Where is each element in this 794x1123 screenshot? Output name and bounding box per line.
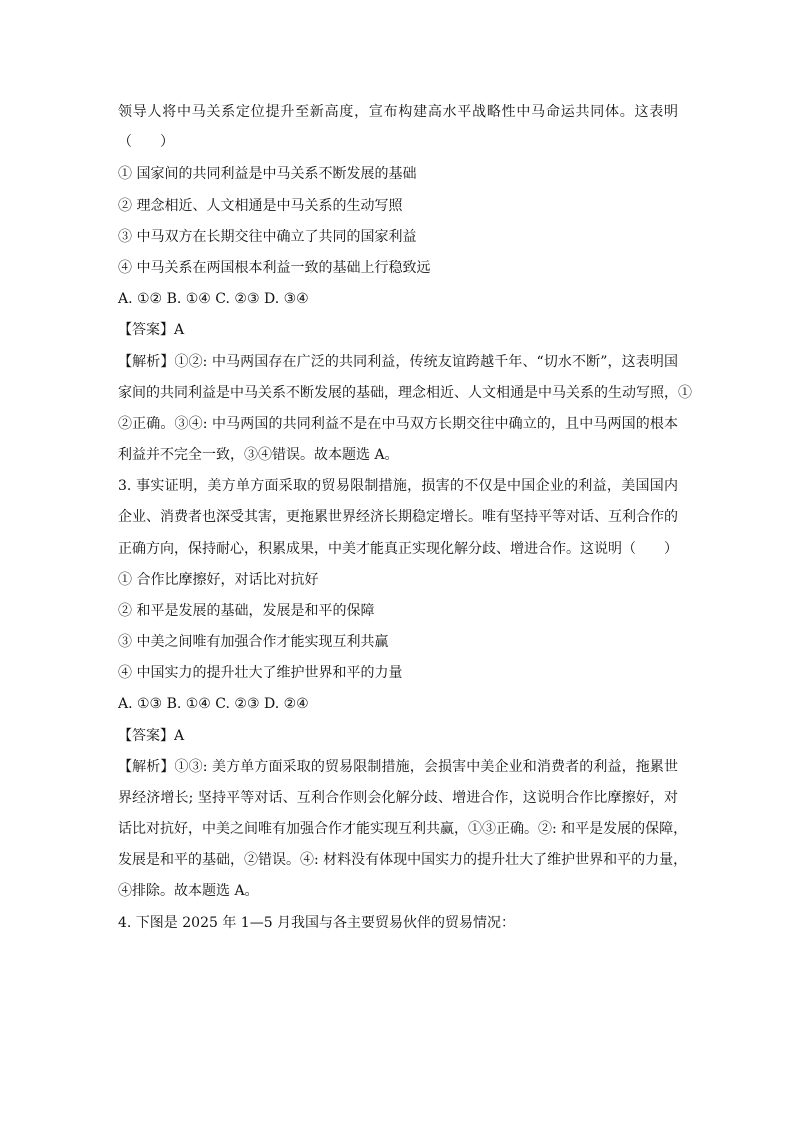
q3-option-1: ① 合作比摩擦好，对话比对抗好 [118, 572, 319, 588]
q3-option-4: ④ 中国实力的提升壮大了维护世界和平的力量 [118, 665, 403, 681]
q3-analysis-line-1: 【解析】①③: 美方单方面采取的贸易限制措施，会损害中美企业和消费者的利益，拖累世 [118, 759, 678, 775]
q3-analysis-line-2: 界经济增长; 坚持平等对话、互利合作则会化解分歧、增进合作，这说明合作比摩擦好，对 [118, 790, 678, 806]
q2-analysis-line-4: 利益并不完全一致，③④错误。故本题选 A。 [118, 447, 399, 463]
q3-analysis-line-5: ④排除。故本题选 A。 [118, 883, 259, 899]
q2-option-3: ③ 中马双方在长期交往中确立了共同的国家利益 [118, 229, 417, 245]
q3-stem-line-2: 企业、消费者也深受其害，更拖累世界经济长期稳定增长。唯有坚持平等对话、互利合作的 [118, 509, 678, 525]
q3-stem-line-3: 正确方向，保持耐心，积累成果，中美才能真正实现化解分歧、增进合作。这说明（ ） [118, 541, 678, 557]
q3-analysis-line-3: 话比对抗好，中美之间唯有加强合作才能实现互利共赢，①③正确。②: 和平是发展的保障， [118, 821, 688, 837]
q4-stem-line-1: 4. 下图是 2025 年 1—5 月我国与各主要贸易伙伴的贸易情况： [118, 915, 516, 931]
q3-stem-line-1: 3. 事实证明，美方单方面采取的贸易限制措施，损害的不仅是中国企业的利益，美国国内 [118, 478, 678, 494]
q3-option-2: ② 和平是发展的基础，发展是和平的保障 [118, 603, 375, 619]
q3-answer: 【答案】A [118, 728, 185, 744]
q2-stem-line-1: 领导人将中马关系定位提升至新高度，宣布构建高水平战略性中马命运共同体。这表明 [118, 104, 678, 120]
q3-choices: A. ①③ B. ①④ C. ②③ D. ②④ [118, 696, 309, 712]
q2-analysis-line-1: 【解析】①②: 中马两国存在广泛的共同利益，传统友谊跨越千年、“切水不断”，这表明国 [118, 354, 678, 370]
q2-option-4: ④ 中马关系在两国根本利益一致的基础上行稳致远 [118, 260, 431, 276]
q2-option-2: ② 理念相近、人文相通是中马关系的生动写照 [118, 198, 403, 214]
q2-option-1: ① 国家间的共同利益是中马关系不断发展的基础 [118, 166, 417, 182]
q2-analysis-line-3: ②正确。③④: 中马两国的共同利益不是在中马双方长期交往中确立的，且中马两国的根本 [118, 416, 678, 432]
q3-option-3: ③ 中美之间唯有加强合作才能实现互利共赢 [118, 634, 389, 650]
q2-answer: 【答案】A [118, 322, 185, 338]
q2-choices: A. ①② B. ①④ C. ②③ D. ③④ [118, 291, 309, 307]
q3-analysis-line-4: 发展是和平的基础，②错误。④: 材料没有体现中国实力的提升壮大了维护世界和平的力量， [118, 852, 688, 868]
q2-analysis-line-2: 家间的共同利益是中马关系不断发展的基础，理念相近、人文相通是中马关系的生动写照，① [118, 385, 692, 401]
q2-stem-line-2: （ ） [118, 134, 174, 150]
